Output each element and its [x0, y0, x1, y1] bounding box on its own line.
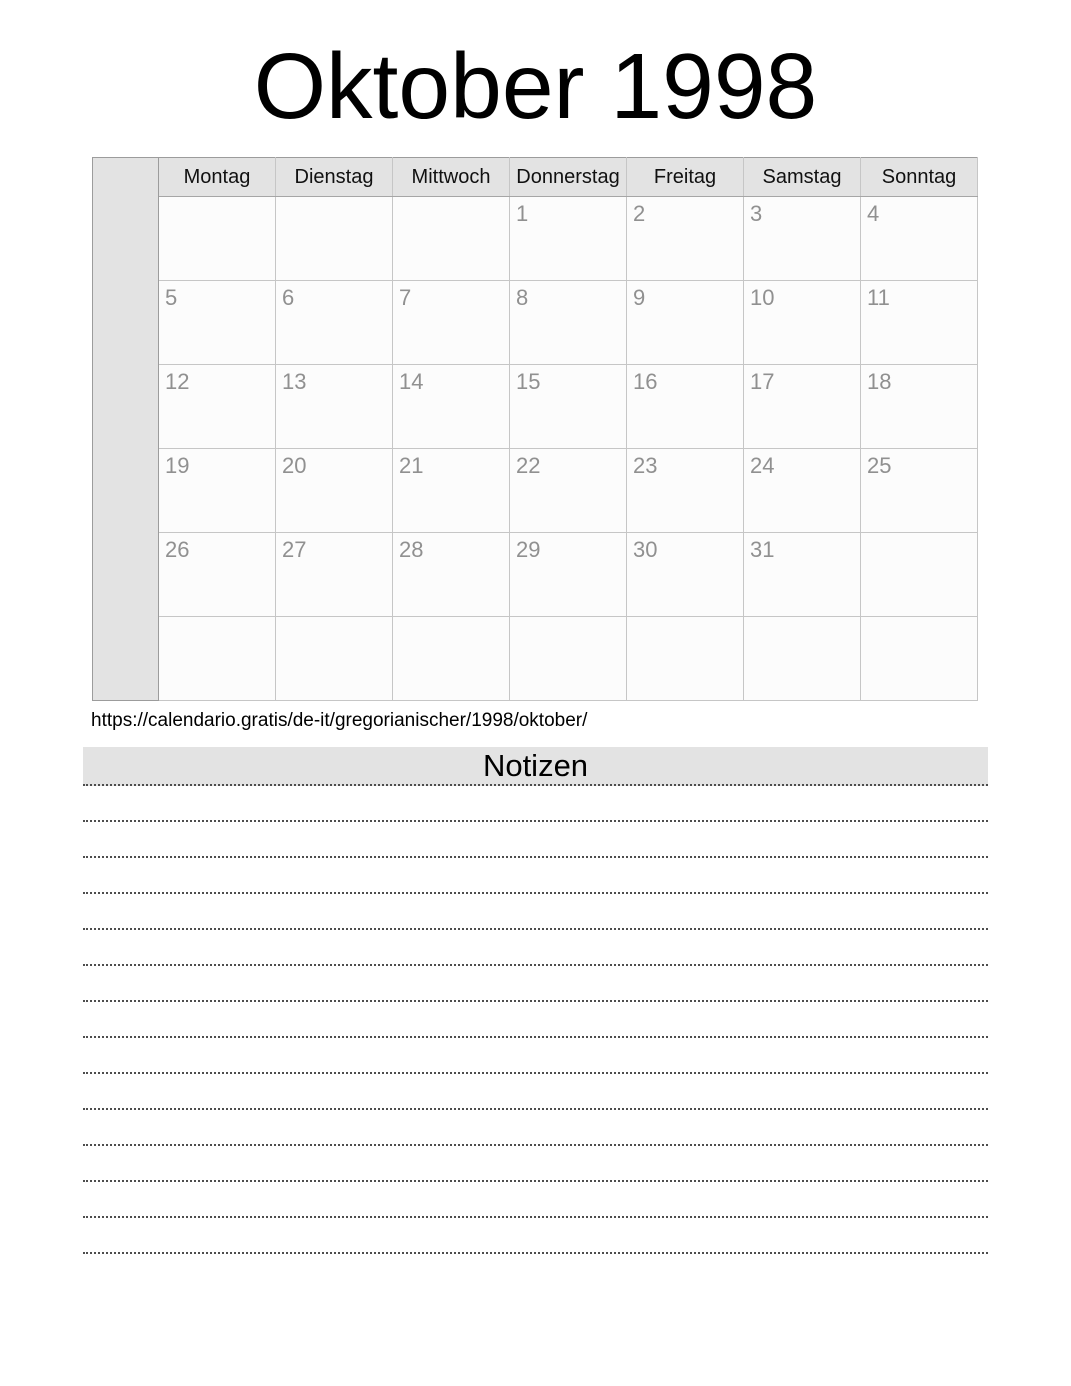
note-lines — [83, 786, 988, 1254]
calendar-empty-cell — [861, 617, 978, 701]
note-line — [83, 1146, 988, 1182]
calendar-day-cell: 12 — [159, 365, 276, 449]
calendar-day-cell: 27 — [276, 533, 393, 617]
note-line — [83, 966, 988, 1002]
calendar-empty-cell — [861, 533, 978, 617]
calendar-day-cell: 16 — [627, 365, 744, 449]
calendar-day-cell: 25 — [861, 449, 978, 533]
note-line — [83, 1074, 988, 1110]
calendar-day-cell: 18 — [861, 365, 978, 449]
calendar-empty-cell — [159, 197, 276, 281]
calendar-day-cell: 8 — [510, 281, 627, 365]
note-line — [83, 786, 988, 822]
weekday-header-3: Mittwoch — [393, 158, 510, 197]
note-line — [83, 1038, 988, 1074]
calendar-day-cell: 11 — [861, 281, 978, 365]
note-line — [83, 1218, 988, 1254]
notes-section — [83, 747, 988, 1254]
note-line — [83, 822, 988, 858]
calendar-day-cell: 17 — [744, 365, 861, 449]
calendar-table — [92, 157, 978, 701]
calendar-week-row — [93, 197, 978, 281]
note-line — [83, 858, 988, 894]
calendar-day-cell: 19 — [159, 449, 276, 533]
weekday-header-4: Donnerstag — [510, 158, 627, 197]
calendar-empty-cell — [393, 197, 510, 281]
source-url: https://calendario.gratis/de-it/gregorianischer/1998/oktober/ — [91, 710, 588, 731]
calendar-day-cell: 15 — [510, 365, 627, 449]
calendar-day-cell: 5 — [159, 281, 276, 365]
weekday-header-7: Sonntag — [861, 158, 978, 197]
notes-title: Notizen — [482, 748, 589, 783]
calendar-day-cell: 23 — [627, 449, 744, 533]
calendar-day-cell: 26 — [159, 533, 276, 617]
calendar-day-cell: 21 — [393, 449, 510, 533]
calendar-empty-cell — [159, 617, 276, 701]
calendar-day-cell: 10 — [744, 281, 861, 365]
calendar-day-cell: 1 — [510, 197, 627, 281]
calendar-day-cell: 4 — [861, 197, 978, 281]
weekday-header-1: Montag — [159, 158, 276, 197]
calendar-empty-cell — [276, 617, 393, 701]
calendar-day-cell: 29 — [510, 533, 627, 617]
calendar-empty-cell — [276, 197, 393, 281]
calendar-day-cell: 20 — [276, 449, 393, 533]
note-line — [83, 930, 988, 966]
weekday-header-6: Samstag — [744, 158, 861, 197]
page-title: Oktober 1998 — [253, 34, 818, 138]
note-line — [83, 1002, 988, 1038]
weekday-header-2: Dienstag — [276, 158, 393, 197]
calendar-week-row — [93, 449, 978, 533]
calendar-day-cell: 2 — [627, 197, 744, 281]
calendar-day-cell: 22 — [510, 449, 627, 533]
calendar-week-row — [93, 533, 978, 617]
calendar-empty-cell — [627, 617, 744, 701]
calendar-empty-cell — [393, 617, 510, 701]
calendar-day-cell: 28 — [393, 533, 510, 617]
calendar-day-cell: 24 — [744, 449, 861, 533]
calendar-day-cell: 31 — [744, 533, 861, 617]
calendar-corner-cell — [93, 158, 159, 701]
calendar-week-row — [93, 617, 978, 701]
calendar-day-cell: 3 — [744, 197, 861, 281]
calendar-day-cell: 6 — [276, 281, 393, 365]
calendar-day-cell: 13 — [276, 365, 393, 449]
calendar-empty-cell — [744, 617, 861, 701]
calendar-day-cell: 30 — [627, 533, 744, 617]
calendar-header-row — [93, 158, 978, 197]
note-line — [83, 894, 988, 930]
note-line — [83, 1182, 988, 1218]
calendar-day-cell: 7 — [393, 281, 510, 365]
note-line — [83, 1110, 988, 1146]
notes-header — [83, 747, 988, 786]
calendar-week-row — [93, 365, 978, 449]
calendar-week-row — [93, 281, 978, 365]
calendar-day-cell: 14 — [393, 365, 510, 449]
weekday-header-5: Freitag — [627, 158, 744, 197]
calendar-day-cell: 9 — [627, 281, 744, 365]
calendar-empty-cell — [510, 617, 627, 701]
